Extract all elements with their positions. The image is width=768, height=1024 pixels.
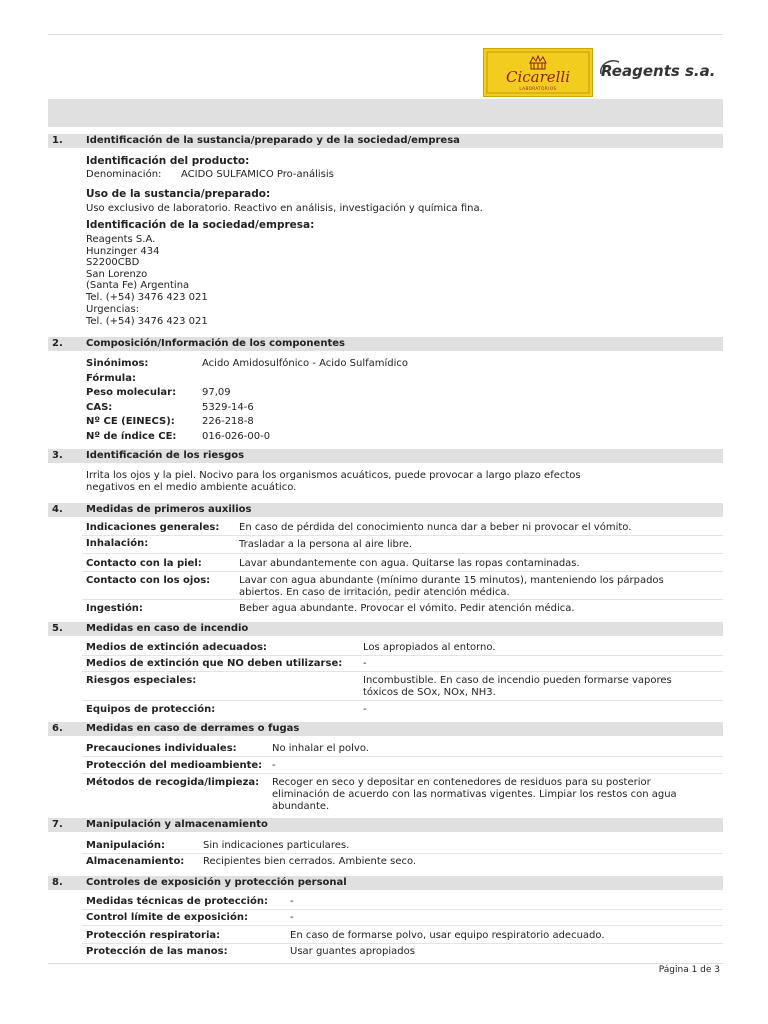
section-number: 5.: [52, 623, 63, 634]
cleanup-methods-label: Métodos de recogida/limpieza:: [86, 777, 260, 788]
ingestion-label: Ingestión:: [86, 603, 143, 614]
respiratory-protection-label: Protección respiratoria:: [86, 930, 221, 941]
inhalation-label: Inhalación:: [86, 538, 149, 549]
page-number: Página 1 de 3: [658, 965, 720, 975]
technical-measures-value: -: [290, 896, 294, 907]
section-5-header: [48, 622, 723, 636]
company-line: (Santa Fe) Argentina: [86, 280, 190, 291]
emergency-phone: Tel. (+54) 3476 423 021: [86, 316, 208, 327]
company-line: Reagents S.A.: [86, 234, 156, 245]
row-divider: [82, 553, 723, 554]
row-divider: [82, 756, 723, 757]
skin-contact-label: Contacto con la piel:: [86, 558, 202, 569]
section-2-header: [48, 337, 723, 351]
row-divider: [82, 943, 723, 944]
svg-text:Cicarelli: Cicarelli: [505, 68, 571, 86]
exposure-limit-value: -: [290, 912, 294, 923]
section-number: 4.: [52, 504, 63, 515]
hazards-text: negativos en el medio ambiente acuático.: [86, 482, 297, 493]
section-title: Controles de exposición y protección personal: [86, 877, 347, 888]
skin-contact-value: Lavar abundantemente con agua. Quitarse las ropas contaminadas.: [239, 558, 580, 569]
ingestion-value: Beber agua abundante. Provocar el vómito. Pedir atención médica.: [239, 603, 575, 614]
row-divider: [82, 655, 723, 656]
molecular-weight-value: 97,09: [202, 387, 231, 398]
row-divider: [82, 909, 723, 910]
use-label: Uso de la sustancia/preparado:: [86, 188, 271, 200]
storage-label: Almacenamiento:: [86, 856, 185, 867]
general-indications-label: Indicaciones generales:: [86, 522, 220, 533]
section-number: 6.: [52, 723, 63, 734]
product-id-label: Identificación del producto:: [86, 155, 250, 167]
reagents-logo: [597, 54, 723, 84]
company-label: Identificación de la sociedad/empresa:: [86, 219, 315, 231]
section-number: 8.: [52, 877, 63, 888]
extinction-not-value: -: [363, 658, 367, 669]
eye-contact-label: Contacto con los ojos:: [86, 575, 211, 586]
eye-contact-value: Lavar con agua abundante (mínimo durante 15 minutos), manteniendo los párpados abiertos. En caso de irritación, pedir atención médica.: [239, 575, 664, 598]
section-title: Manipulación y almacenamiento: [86, 819, 268, 830]
extinction-adequate-label: Medios de extinción adecuados:: [86, 642, 267, 653]
technical-measures-label: Medidas técnicas de protección:: [86, 896, 269, 907]
hand-protection-value: Usar guantes apropiados: [290, 946, 415, 957]
exposure-limit-label: Control límite de exposición:: [86, 912, 248, 923]
ce-index-label: Nº de índice CE:: [86, 431, 177, 442]
section-title: Medidas de primeros auxilios: [86, 504, 252, 515]
section-8-header: [48, 876, 723, 890]
general-indications-value: En caso de pérdida del conocimiento nunca dar a beber ni provocar el vómito.: [239, 522, 632, 533]
row-divider: [82, 700, 723, 701]
header-divider: [48, 34, 723, 35]
synonyms-value: Acido Amidosulfónico - Acido Sulfamídico: [202, 358, 409, 369]
individual-precautions-value: No inhalar el polvo.: [272, 743, 369, 754]
company-phone: Tel. (+54) 3476 423 021: [86, 292, 208, 303]
einecs-value: 226-218-8: [202, 416, 254, 427]
extinction-adequate-value: Los apropiados al entorno.: [363, 642, 496, 653]
row-divider: [82, 671, 723, 672]
company-line: S2200CBD: [86, 257, 140, 268]
row-divider: [82, 571, 723, 572]
protection-equipment-label: Equipos de protección:: [86, 704, 216, 715]
svg-text:LABORATORIOS: LABORATORIOS: [519, 86, 557, 91]
row-divider: [82, 853, 723, 854]
company-line: Hunzinger 434: [86, 246, 160, 257]
hazards-text: Irrita los ojos y la piel. Nocivo para los organismos acuáticos, puede provocar a largo plazo efectos: [86, 470, 581, 481]
cicarelli-logo: [483, 48, 593, 97]
company-line: San Lorenzo: [86, 269, 148, 280]
row-divider: [82, 599, 723, 600]
section-title: Medidas en caso de derrames o fugas: [86, 723, 300, 734]
section-title: Medidas en caso de incendio: [86, 623, 249, 634]
section-number: 7.: [52, 819, 63, 830]
individual-precautions-label: Precauciones individuales:: [86, 743, 237, 754]
protection-equipment-value: -: [363, 704, 367, 715]
row-divider: [82, 773, 723, 774]
cleanup-methods-value: Recoger en seco y depositar en contenedores de residuos para su posterior eliminación de acuerdo con las normativas vigentes. Limpiar los restos con agua abundante.: [272, 777, 677, 812]
respiratory-protection-value: En caso de formarse polvo, usar equipo respiratorio adecuado.: [290, 930, 605, 941]
svg-text:Reagents s.a.: Reagents s.a.: [601, 62, 716, 80]
section-4-header: [48, 503, 723, 517]
denomination-label: Denominación:: [86, 169, 162, 180]
section-title: Composición/Información de los componentes: [86, 338, 345, 349]
special-risks-value: Incombustible. En caso de incendio pueden formarse vapores tóxicos de SOx, NOx, NH3.: [363, 675, 672, 698]
environment-protection-label: Protección del medioambiente:: [86, 760, 263, 771]
einecs-label: Nº CE (EINECS):: [86, 416, 175, 427]
section-7-header: [48, 818, 723, 832]
inhalation-value: Trasladar a la persona al aire libre.: [239, 539, 413, 550]
section-1-header: [48, 134, 723, 148]
special-risks-label: Riesgos especiales:: [86, 675, 197, 686]
cas-label: CAS:: [86, 402, 113, 413]
section-3-header: [48, 449, 723, 463]
hand-protection-label: Protección de las manos:: [86, 946, 228, 957]
molecular-weight-label: Peso molecular:: [86, 387, 177, 398]
extinction-not-label: Medios de extinción que NO deben utilizarse:: [86, 658, 343, 669]
ce-index-value: 016-026-00-0: [202, 431, 271, 442]
formula-label: Fórmula:: [86, 373, 136, 384]
section-number: 2.: [52, 338, 63, 349]
use-value: Uso exclusivo de laboratorio. Reactivo en análisis, investigación y química fina.: [86, 203, 483, 214]
footer-divider: [48, 963, 723, 964]
row-divider: [82, 925, 723, 926]
handling-label: Manipulación:: [86, 840, 166, 851]
synonyms-label: Sinónimos:: [86, 358, 149, 369]
handling-value: Sin indicaciones particulares.: [203, 840, 350, 851]
storage-value: Recipientes bien cerrados. Ambiente seco.: [203, 856, 417, 867]
environment-protection-value: -: [272, 760, 276, 771]
title-band: [48, 99, 723, 127]
denomination-value: ACIDO SULFAMICO Pro-análisis: [181, 169, 334, 180]
section-6-header: [48, 722, 723, 736]
company-line: Urgencias:: [86, 304, 140, 315]
section-number: 3.: [52, 450, 63, 461]
section-number: 1.: [52, 135, 63, 146]
section-title: Identificación de los riesgos: [86, 450, 245, 461]
cas-value: 5329-14-6: [202, 402, 254, 413]
section-title: Identificación de la sustancia/preparado y de la sociedad/empresa: [86, 135, 460, 146]
row-divider: [82, 535, 723, 536]
